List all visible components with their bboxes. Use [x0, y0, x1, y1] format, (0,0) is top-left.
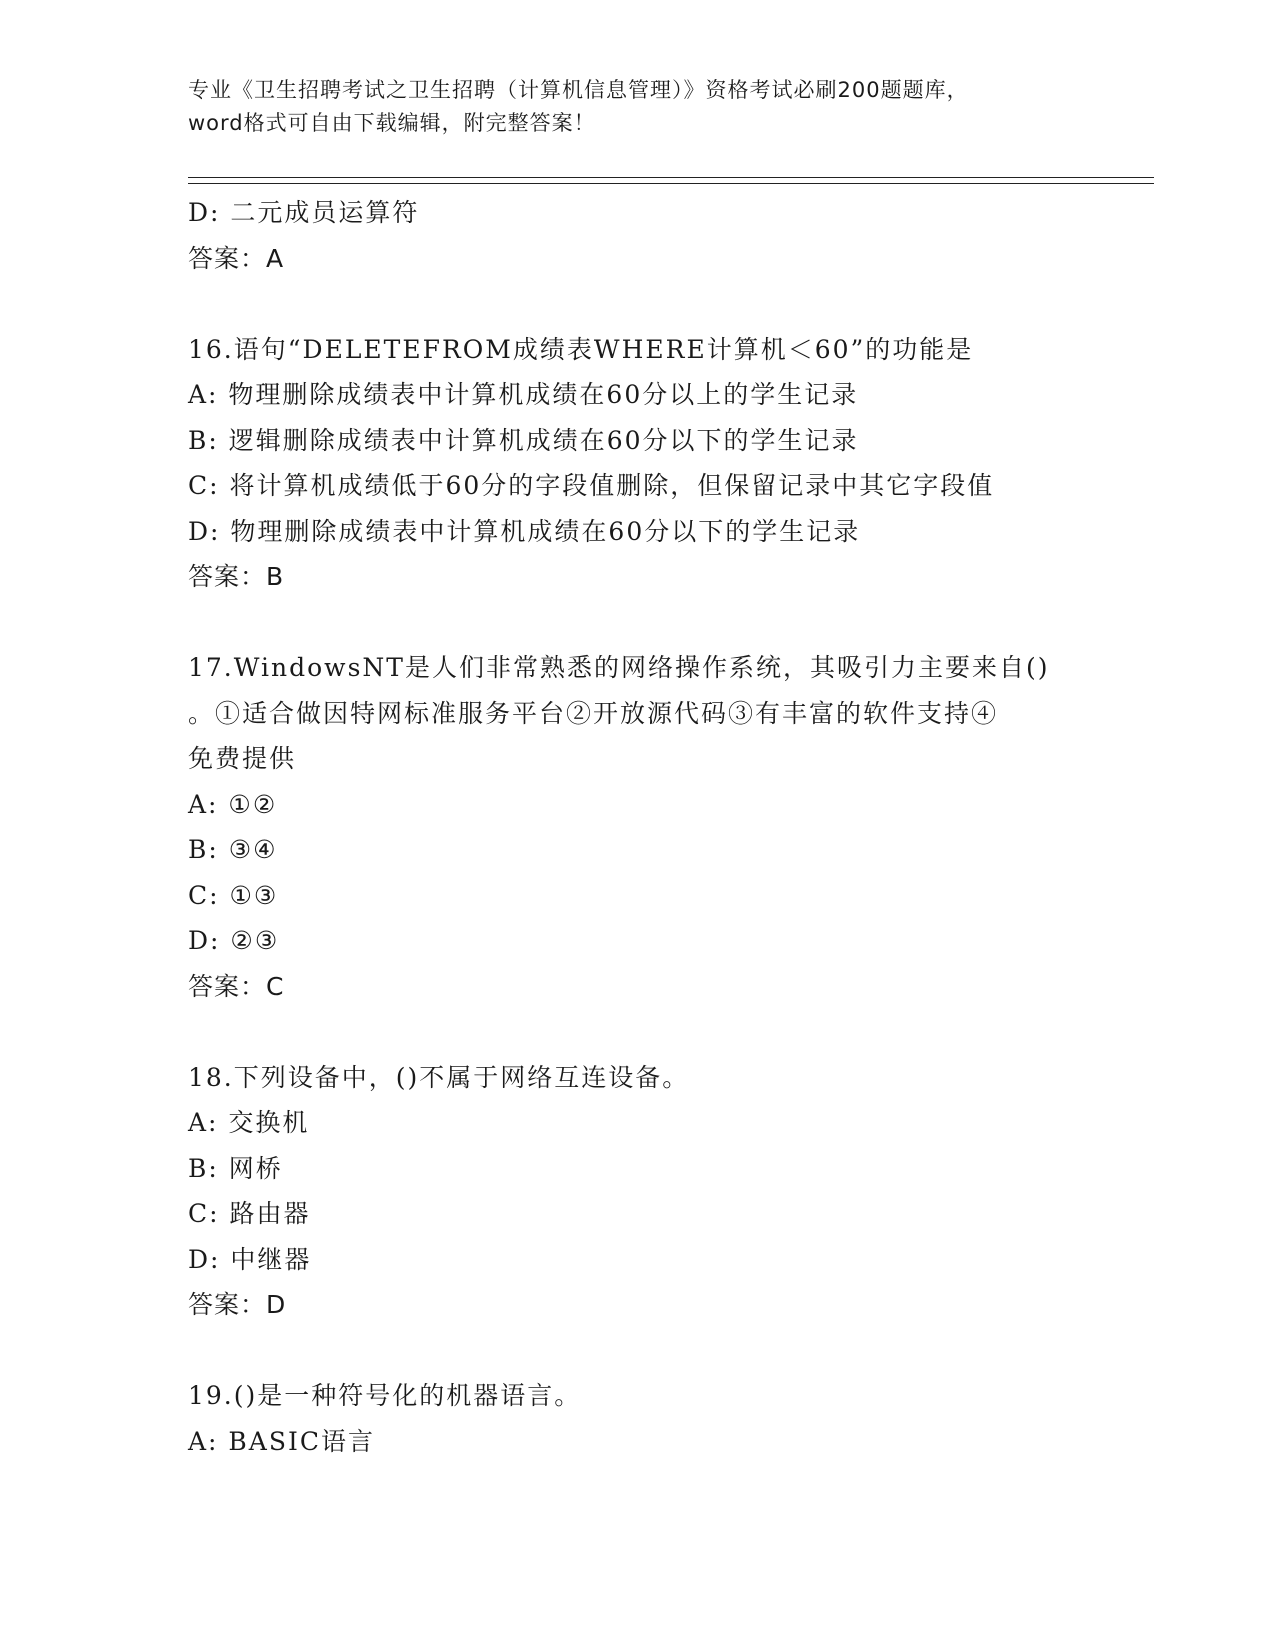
option-b: B: 逻辑删除成绩表中计算机成绩在60分以下的学生记录 [188, 425, 859, 455]
option-d: D: 中继器 [188, 1244, 312, 1274]
question-stem: 16.语句“DELETEFROM成绩表WHERE计算机＜60”的功能是 [188, 334, 974, 364]
answer: 答案：C [188, 971, 285, 1001]
question-stem: 17.WindowsNT是人们非常熟悉的网络操作系统，其吸引力主要来自() [188, 653, 1050, 682]
header-divider-bottom [188, 183, 1154, 184]
prev-option-d: D: 二元成员运算符 [188, 198, 420, 227]
option-c: C: ①③ [188, 880, 279, 910]
option-a: A: 物理删除成绩表中计算机成绩在60分以上的学生记录 [188, 380, 859, 409]
spacer [188, 1009, 1088, 1055]
question-17 [188, 645, 1088, 1009]
answer: 答案：B [188, 562, 285, 591]
header-divider-top [188, 177, 1154, 178]
question-stem: 18.下列设备中，()不属于网络互连设备。 [188, 1062, 690, 1092]
option-d: D: ②③ [188, 926, 280, 955]
spacer [188, 1328, 1088, 1374]
question-stem: 19.()是一种符号化的机器语言。 [188, 1381, 582, 1410]
question-stem-cont: 。①适合做因特网标准服务平台②开放源代码③有丰富的软件支持④ [188, 698, 999, 728]
option-b: B: ③④ [188, 835, 278, 864]
option-a: A: ①② [188, 789, 278, 819]
option-b: B: 网桥 [188, 1153, 283, 1183]
question-16 [188, 327, 1088, 600]
option-c: C: 将计算机成绩低于60分的字段值删除，但保留记录中其它字段值 [188, 471, 995, 500]
question-18 [188, 1055, 1088, 1328]
header-line-2: word格式可自由下载编辑，附完整答案！ [188, 111, 596, 135]
question-19 [188, 1373, 1088, 1464]
question-list [188, 190, 1088, 1464]
option-a: A: 交换机 [188, 1108, 310, 1137]
question-stem-cont: 免费提供 [188, 744, 297, 773]
option-d: D: 物理删除成绩表中计算机成绩在60分以下的学生记录 [188, 516, 861, 546]
spacer [188, 600, 1088, 646]
header-line-1: 专业《卫生招聘考试之卫生招聘（计算机信息管理）》资格考试必刷200题题库， [188, 78, 969, 102]
option-c: C: 路由器 [188, 1199, 311, 1228]
spacer [188, 281, 1088, 327]
option-a: A: BASIC语言 [188, 1426, 375, 1456]
answer: 答案：D [188, 1290, 287, 1319]
document-header [188, 74, 1088, 140]
prev-answer: 答案：A [188, 243, 285, 273]
